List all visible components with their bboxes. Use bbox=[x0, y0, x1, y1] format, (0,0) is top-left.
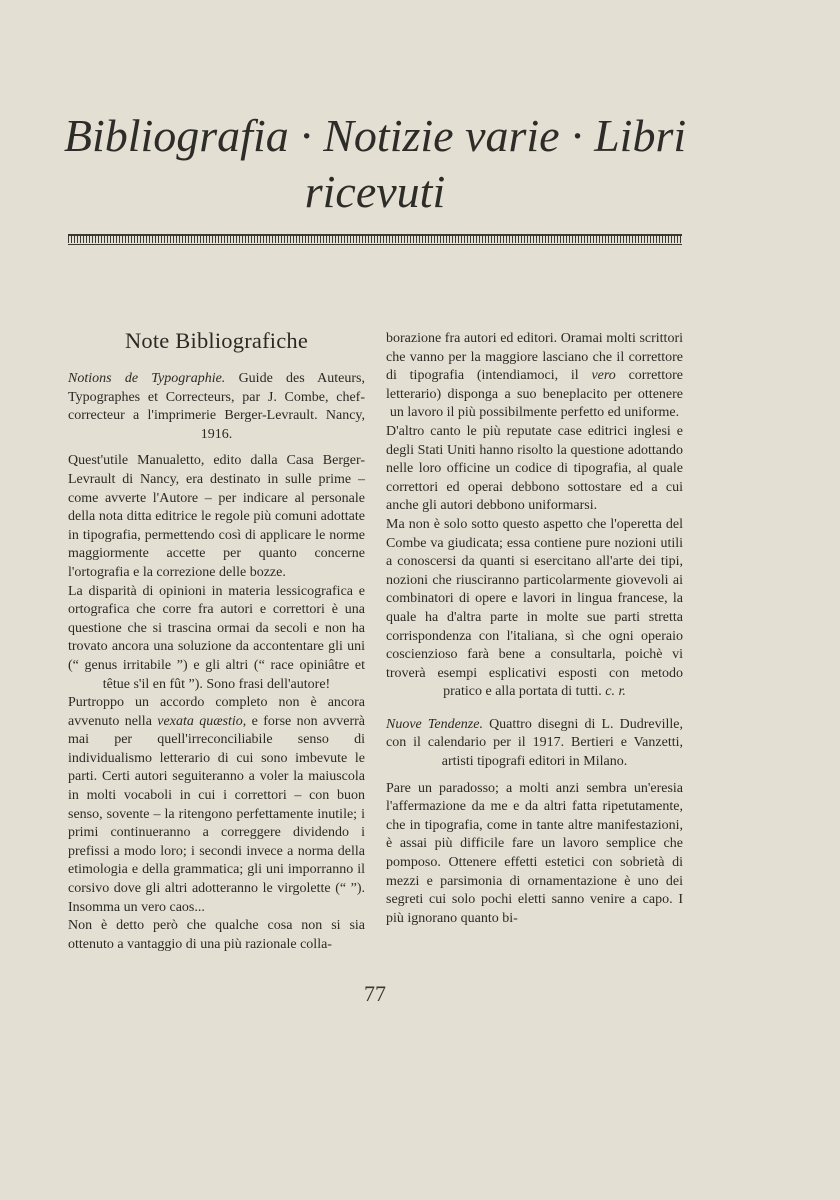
paragraph bbox=[386, 516, 683, 702]
right-column bbox=[386, 330, 683, 928]
italic-word: vero bbox=[591, 368, 616, 384]
section-heading: Note Bibliografiche bbox=[124, 328, 309, 353]
italic-phrase: vexata quæstio bbox=[157, 713, 243, 729]
paragraph: Pare un paradosso; a molti anzi sembra un'eresia l'affermazione da me e da altri fatta ripetutamente, che in tipografia, come in tante altre manifestazioni, è assai più difficile fare un lavoro semplice che pomposo. Ottenere effetti estetici con sobrietà di mezzi e parsimonia di ornamentazione è uno dei segreti cui solo pochi eletti sanno venire a capo. I più ignorano quanto bi- bbox=[386, 780, 683, 926]
book-description: Guide des Auteurs, Typographes et Correcteurs, par J. Combe, chef-correcteur a l'imprimerie Berger-Levrault. Nancy, 1916. bbox=[68, 371, 365, 442]
book-entry-notions bbox=[68, 370, 365, 444]
paragraph-text: , e forse non avverrà mai per quell'irreconciliabile senso di individualismo letterario di cui sono imbevute le parti. Certi autori seguiteranno a voler la maiuscola in molti vocaboli in cui i correttori – con buon senso, sovente – la ritengono perfettamente inutile; i primi continueranno a correggere dividendo i prefissi a modo loro; i secondi invece a norma della etimologia e della grammatica; gli uni imporranno il corsivo dove gli altri adotteranno le virgolette (“ ”). Insomma un vero caos... bbox=[68, 713, 365, 915]
paragraph: D'altro canto le più reputate case editrici inglesi e degli Stati Uniti hanno risolto la questione adottando nelle loro officine un codice di tipografia, al quale correttori ed operai debbono sottostare ed a cui anche gli autori debbono uniformarsi. bbox=[386, 423, 683, 514]
page-title: Bibliografia · Notizie varie · Libri ricevuti bbox=[63, 110, 687, 217]
paragraph bbox=[386, 330, 683, 423]
paragraph bbox=[68, 694, 365, 917]
paragraph-text: correttore letterario) disponga a suo beneplacito per ottenere un lavoro il più possibilmente perfetto ed uniforme. bbox=[386, 368, 683, 421]
paragraph: Non è detto però che qualche cosa non si sia ottenuto a vantaggio di una più razionale colla- bbox=[68, 918, 365, 952]
paragraph: La disparità di opinioni in materia lessicografica e ortografica che corre fra autori e correttori è una questione che si trascina ormai da secoli e non ha trovato ancora una soluzione da accontentare gli uni (“ genus irritabile ”) e gli altri (“ race opiniâtre et têtue s'il en fût ”). Sono frasi dell'autore! bbox=[68, 583, 365, 692]
title-rule bbox=[68, 234, 682, 243]
paragraph-text: Purtroppo un accordo completo non è ancora avvenuto nella bbox=[68, 695, 365, 729]
paragraph: Quest'utile Manualetto, edito dalla Casa Berger-Levrault di Nancy, era destinato in sulle prime – come avverte l'Autore – per indicare al personale della nota ditta editrice le regole più comuni adottate in tipografia, permettendo così di applicare le norme maggiormente accette per quanto concerne l'ortografia e la correzione delle bozze. bbox=[68, 453, 365, 580]
left-column bbox=[68, 326, 365, 954]
book-title: Nuove Tendenze. bbox=[386, 716, 483, 732]
book-entry-nuove-tendenze bbox=[386, 716, 683, 772]
book-description: Quattro disegni di L. Dudreville, con il calendario per il 1917. Bertieri e Vanzetti, artisti tipografi editori in Milano. bbox=[386, 716, 683, 770]
page-number: 77 bbox=[364, 981, 386, 1006]
book-title: Notions de Typographie. bbox=[68, 371, 226, 386]
paragraph-text: Ma non è solo sotto questo aspetto che l'operetta del Combe va giudicata; essa contiene pure nozioni utili a conoscersi da quanti si esercitano all'arte dei tipi, nozioni che riusciranno particolarmente giovevoli ai combinatori di opere e lavori in lingua francese, la quale ha d'altra parte in molte sue parti stretta corrispondenza con l'italiana, sì che ogni operaio coscienzioso farà bene a consultarla, poichè vi troverà esempi esplicativi esposti con metodo pratico e alla portata di tutti. bbox=[386, 516, 683, 700]
paragraph-text: borazione fra autori ed editori. Oramai molti scrittori che vanno per la maggiore lasciano che il correttore di tipografia (intendiamoci, il bbox=[386, 331, 683, 384]
author-signature: c. r. bbox=[605, 684, 626, 700]
